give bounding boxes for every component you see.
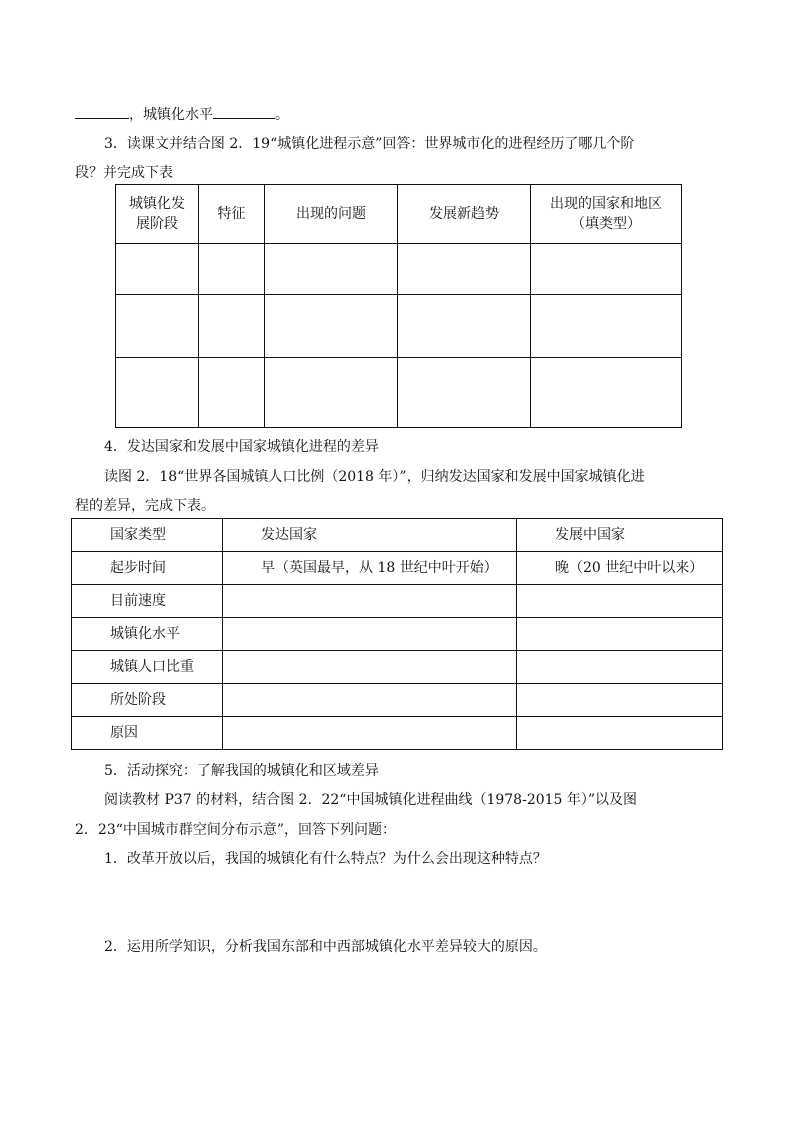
answer-cell[interactable] [531,295,682,358]
answer-cell[interactable] [199,358,265,428]
column-developed: 发达国家 [223,519,517,552]
answer-cell[interactable] [398,358,531,428]
row-label: 原因 [72,717,223,750]
answer-cell[interactable] [223,618,517,651]
row-label: 目前速度 [72,585,223,618]
table-row [72,552,723,585]
fill-in-text: ，城镇化水平 [129,107,213,123]
answer-cell[interactable] [398,244,531,295]
answer-cell[interactable] [223,585,517,618]
answer-cell[interactable] [116,244,199,295]
header-problems: 出现的问题 [265,185,398,244]
table-header-row [116,185,682,244]
table-row [72,585,723,618]
row-label: 国家类型 [72,519,223,552]
table-cell: 早（英国最早，从 18 世纪中叶开始） [223,552,517,585]
q5-sub-question-1: 1．改革开放以后，我国的城镇化有什么特点？为什么会出现这种特点？ [104,851,547,867]
answer-cell[interactable] [398,295,531,358]
answer-cell[interactable] [116,358,199,428]
header-countries: 出现的国家和地区 （填类型） [531,185,682,244]
q3-line-2: 段？并完成下表 [75,165,173,181]
header-feature: 特征 [199,185,265,244]
table-row [72,651,723,684]
urbanization-comparison-table [71,518,723,750]
answer-cell[interactable] [199,244,265,295]
header-trends: 发展新趋势 [398,185,531,244]
q5-sub-question-2: 2．运用所学知识，分析我国东部和中西部城镇化水平差异较大的原因。 [104,939,547,955]
table-cell: 晚（20 世纪中叶以来） [517,552,723,585]
table-row [72,717,723,750]
table-row [116,244,682,295]
q4-title: 4．发达国家和发展中国家城镇化进程的差异 [104,439,379,455]
row-label: 城镇人口比重 [72,651,223,684]
q4-line-1: 读图 2．18“世界各国城镇人口比例（2018 年）”，归纳发达国家和发展中国家城镇化进 [104,469,645,485]
answer-cell[interactable] [265,358,398,428]
table-row [72,618,723,651]
answer-cell[interactable] [223,651,517,684]
q3-line-1: 3．读课文并结合图 2．19“城镇化进程示意”回答：世界城市化的进程经历了哪几个阶 [104,136,635,152]
answer-cell[interactable] [223,684,517,717]
answer-cell[interactable] [223,717,517,750]
table-row [116,358,682,428]
table-row [72,684,723,717]
row-label: 起步时间 [72,552,223,585]
answer-cell[interactable] [531,244,682,295]
answer-cell[interactable] [517,717,723,750]
answer-blank-1[interactable] [75,104,129,119]
q5-line-2: 2．23“中国城市群空间分布示意”，回答下列问题： [75,822,397,838]
answer-cell[interactable] [199,295,265,358]
answer-blank-2[interactable] [213,104,275,119]
answer-cell[interactable] [531,358,682,428]
fill-in-end: 。 [275,107,289,123]
row-label: 城镇化水平 [72,618,223,651]
table-row [116,295,682,358]
q5-line-1: 阅读教材 P37 的材料，结合图 2．22“中国城镇化进程曲线（1978-2015 年）”以及图 [104,792,638,808]
answer-cell[interactable] [517,585,723,618]
q4-line-2: 程的差异，完成下表。 [75,498,215,514]
fill-in-line [75,104,289,125]
answer-cell[interactable] [116,295,199,358]
header-stage: 城镇化发 展阶段 [116,185,199,244]
urbanization-stages-table [115,184,682,428]
column-developing: 发展中国家 [517,519,723,552]
q5-title: 5．活动探究：了解我国的城镇化和区域差异 [104,763,379,779]
answer-cell[interactable] [517,618,723,651]
table-row [72,519,723,552]
row-label: 所处阶段 [72,684,223,717]
answer-cell[interactable] [517,651,723,684]
answer-cell[interactable] [265,295,398,358]
answer-cell[interactable] [265,244,398,295]
answer-cell[interactable] [517,684,723,717]
